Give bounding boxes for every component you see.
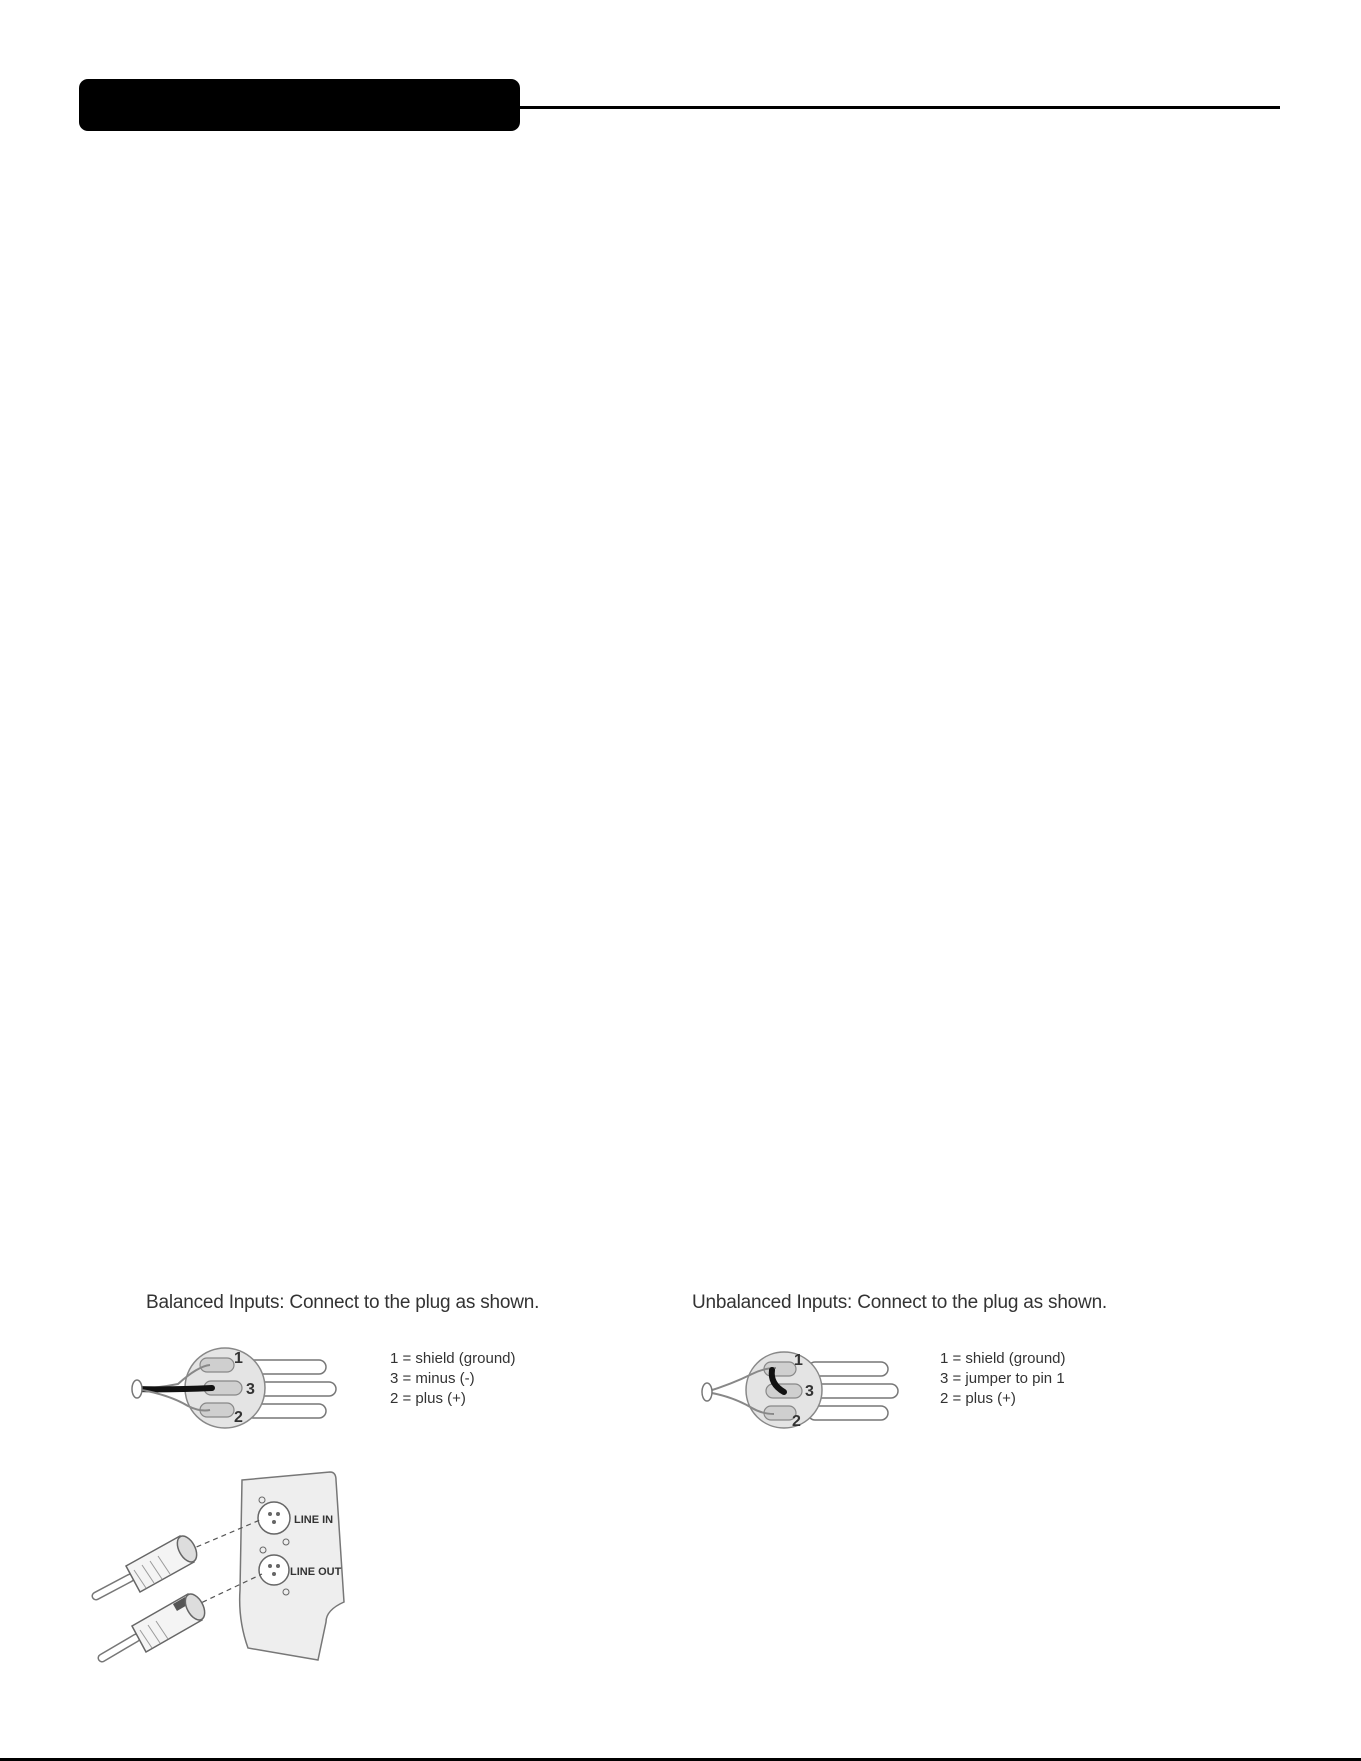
pin-legend-item: 2 = plus (+): [390, 1390, 466, 1407]
balanced-inputs-caption: Balanced Inputs: Connect to the plug as shown.: [146, 1292, 540, 1313]
line-in-jack: [258, 1502, 290, 1534]
pin-number-3: 3: [805, 1383, 814, 1400]
balanced-xlr-plug-diagram: [128, 1340, 338, 1440]
pin-legend-item: 2 = plus (+): [940, 1390, 1016, 1407]
unbalanced-xlr-plug-diagram: [692, 1340, 902, 1440]
line-out-jack: [259, 1555, 289, 1585]
pin-number-2: 2: [792, 1413, 801, 1430]
unbalanced-inputs-caption: Unbalanced Inputs: Connect to the plug as shown.: [692, 1292, 1108, 1313]
pin-number-1: 1: [794, 1352, 803, 1369]
cable-end: [132, 1380, 142, 1398]
pin-legend-item: 1 = shield (ground): [940, 1350, 1066, 1367]
pin-number-2: 2: [234, 1409, 243, 1426]
pin-number-1: 1: [234, 1350, 243, 1367]
line-out-label: LINE OUT: [290, 1566, 342, 1578]
section-header-tab: [79, 79, 520, 131]
pin-number-3: 3: [246, 1381, 255, 1398]
pin-legend-item: 3 = jumper to pin 1: [940, 1370, 1065, 1387]
balanced-pin-legend: [390, 1349, 516, 1409]
header-rule: [515, 106, 1280, 109]
unbalanced-pin-legend: [940, 1349, 1066, 1409]
xlr-plug-upper: [96, 1533, 201, 1596]
panel-connection-diagram: [90, 1470, 370, 1680]
pin-legend-item: 3 = minus (-): [390, 1370, 475, 1387]
pin-legend-item: 1 = shield (ground): [390, 1350, 516, 1367]
line-in-label: LINE IN: [294, 1514, 334, 1526]
xlr-plug-lower: [102, 1591, 209, 1658]
